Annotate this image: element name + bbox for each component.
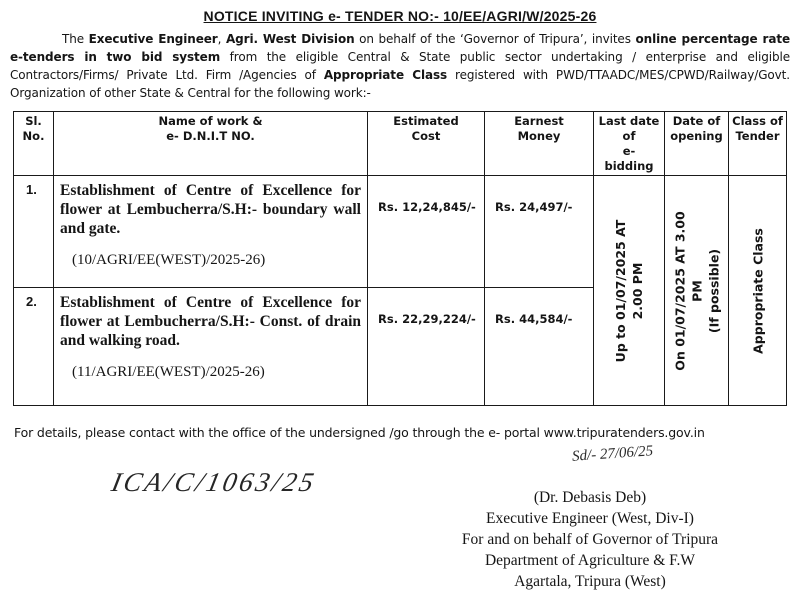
class-cell [729,176,787,406]
header-last-date: Last date of e- bidding [594,112,665,176]
estimated-cost: Rs. 22,29,224/- [368,288,485,406]
work-name: Establishment of Centre of Excellence for flower at Lembucherra/S.H:- Const. of drain and walking road. [60,294,361,349]
last-date-cell [594,176,665,406]
contact-line: For details, please contact with the office of the undersigned /go through the e- portal www.tripuratenders.gov.in [14,425,705,440]
row-sl-no: 1. [14,176,54,288]
row-sl-no: 2. [14,288,54,406]
header-date-of-opening: Date of opening [665,112,729,176]
signatory-name: (Dr. Debasis Deb) [533,489,647,506]
work-name: Establishment of Centre of Excellence for flower at Lembucherra/S.H:- boundary wall and gate. [60,182,361,237]
signatory-designation: Executive Engineer (West, Div-I) [486,510,694,527]
signatory-on-behalf: For and on behalf of Governor of Tripura [461,531,719,548]
intro-paragraph: The Executive Engineer, Agri. West Division on behalf of the ‘Governor of Tripura’, invites online percentage rate e-tenders in two bid system from the eligible Central & State public sector undertaking / enterprise and eligible Contractors/Firms/ Private Ltd. Firm /Agencies of Appropriate Class registered with PWD/TTAADC/MES/CPWD/Railway/Govt. Organization of other State & Central for the following work:- [10,32,791,100]
table-row [14,176,787,288]
handwritten-reference: ICA/C/1063/25 [108,467,320,497]
notice-title: NOTICE INVITING e- TENDER NO:- 10/EE/AGRI/W/2025-26 [203,8,597,24]
dnit-number: (11/AGRI/EE(WEST)/2025-26) [72,364,265,380]
tender-table [13,111,787,406]
signatory-location: Agartala, Tripura (West) [514,573,666,590]
header-class-of-tender: Class of Tender [729,112,787,176]
estimated-cost: Rs. 12,24,845/- [368,176,485,288]
opening-date-value: On 01/07/2025 AT 3.00 PM (If possible) [672,210,721,371]
header-name-of-work: Name of work & e- D.N.I.T NO. [54,112,368,176]
signatory-block [440,487,740,592]
last-date-value: Up to 01/07/2025 AT 2.00 PM [613,219,645,362]
row-work-cell [54,176,368,288]
earnest-money: Rs. 44,584/- [485,288,594,406]
class-value: Appropriate Class [750,227,765,354]
header-earnest-money: Earnest Money [485,112,594,176]
table-header-row [14,112,787,176]
header-estimated-cost: Estimated Cost [368,112,485,176]
earnest-money: Rs. 24,497/- [485,176,594,288]
signature-mark: Sd/- 27/06/25 [571,443,654,465]
opening-date-cell [665,176,729,406]
dnit-number: (10/AGRI/EE(WEST)/2025-26) [72,252,266,268]
header-sl-no: Sl. No. [14,112,54,176]
signatory-department: Department of Agriculture & F.W [484,552,696,569]
row-work-cell [54,288,368,406]
